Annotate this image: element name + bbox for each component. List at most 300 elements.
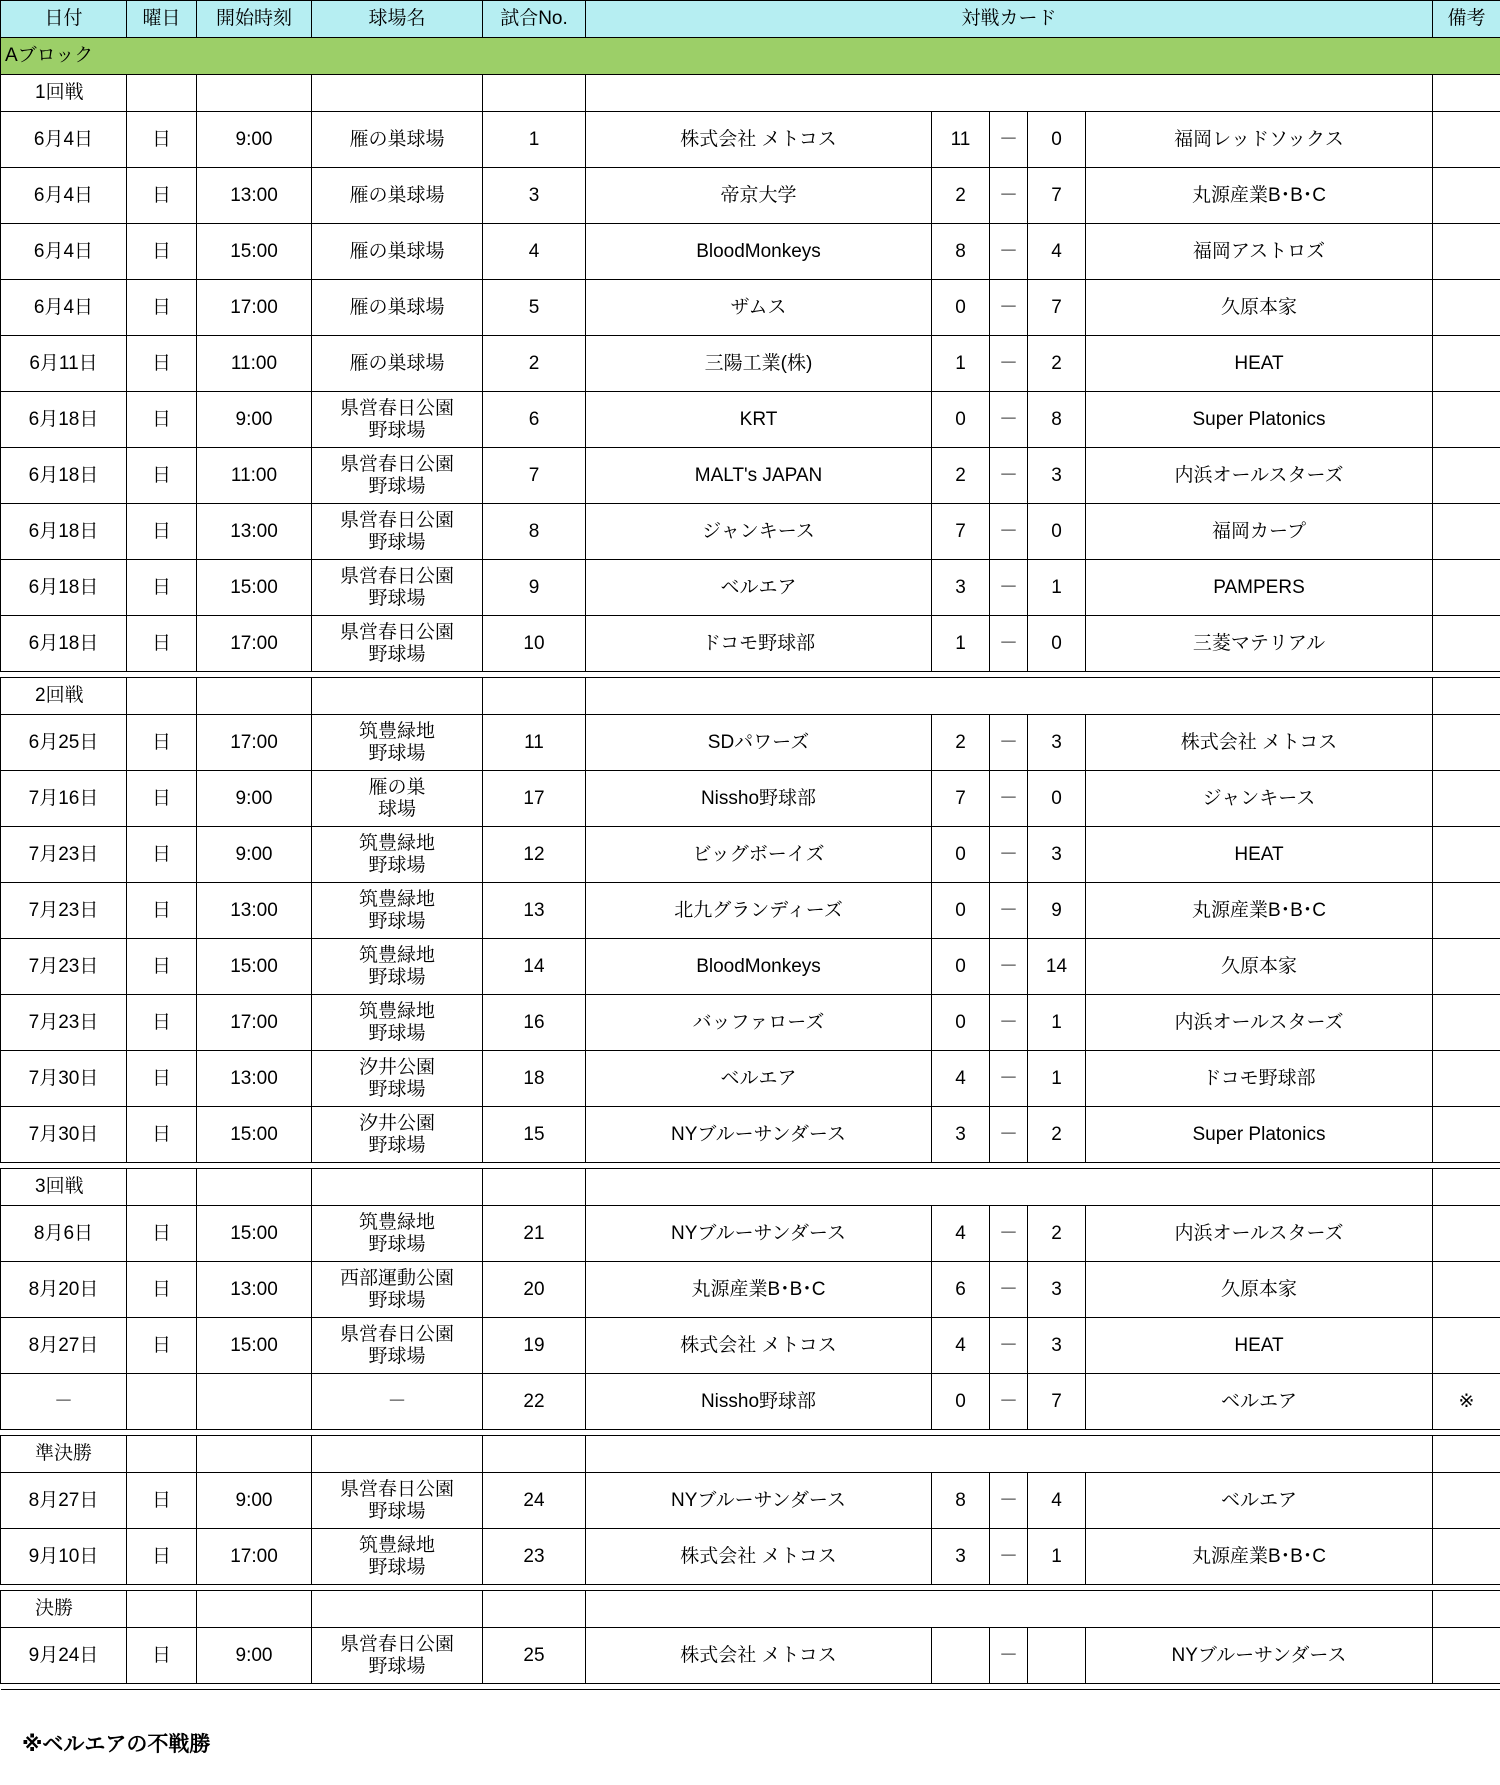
score-away: 9: [1028, 883, 1086, 939]
team-away: ドコモ野球部: [1086, 1051, 1433, 1107]
score-home: 3: [932, 1107, 990, 1163]
score-home: 0: [932, 827, 990, 883]
match-venue: [312, 1318, 483, 1374]
match-game-no: 7: [483, 448, 586, 504]
round-header-row: [1, 678, 1500, 715]
match-weekday: 日: [127, 448, 197, 504]
score-home: 7: [932, 771, 990, 827]
venue-line: 野球場: [368, 854, 426, 876]
venue-line: 野球場: [368, 1289, 426, 1311]
match-time: 13:00: [197, 504, 312, 560]
team-away: 丸源産業B･B･C: [1086, 168, 1433, 224]
match-game-no: 17: [483, 771, 586, 827]
venue-line: 野球場: [368, 419, 426, 441]
empty-cell: [1433, 1591, 1500, 1628]
venue-line: 雁の巣球場: [349, 296, 445, 318]
score-dash: －: [990, 392, 1028, 448]
match-remarks: [1433, 883, 1500, 939]
team-away: ベルエア: [1086, 1374, 1433, 1430]
match-weekday: 日: [127, 771, 197, 827]
empty-cell: [586, 1591, 1433, 1628]
team-home: NYブルーサンダース: [586, 1473, 932, 1529]
score-away: 1: [1028, 560, 1086, 616]
empty-cell: [312, 678, 483, 715]
match-row: [1, 939, 1500, 995]
match-weekday: 日: [127, 1206, 197, 1262]
venue-line: 野球場: [368, 1078, 426, 1100]
match-weekday: 日: [127, 280, 197, 336]
match-venue: [312, 771, 483, 827]
match-row: [1, 1529, 1500, 1585]
empty-cell: [312, 1436, 483, 1473]
round-header-row: [1, 1436, 1500, 1473]
match-row: [1, 771, 1500, 827]
match-weekday: 日: [127, 1529, 197, 1585]
match-row: [1, 448, 1500, 504]
score-dash: －: [990, 1107, 1028, 1163]
empty-cell: [483, 1169, 586, 1206]
match-row: [1, 1051, 1500, 1107]
team-home: 北九グランディーズ: [586, 883, 932, 939]
venue-line: 県営春日公園: [339, 1323, 454, 1345]
match-date: 7月23日: [1, 939, 127, 995]
footnote: ※ベルエアの不戦勝: [22, 1733, 211, 1756]
empty-cell: [1433, 1169, 1500, 1206]
match-remarks: [1433, 1628, 1500, 1684]
match-venue: [312, 168, 483, 224]
empty-cell: [127, 1591, 197, 1628]
team-away: ベルエア: [1086, 1473, 1433, 1529]
empty-cell: [483, 678, 586, 715]
match-remarks: [1433, 1529, 1500, 1585]
venue-line: 筑豊緑地: [358, 944, 435, 966]
match-date: 6月4日: [1, 224, 127, 280]
match-time: 17:00: [197, 715, 312, 771]
match-weekday: 日: [127, 224, 197, 280]
team-away: Super Platonics: [1086, 1107, 1433, 1163]
venue-line: 雁の巣球場: [349, 352, 445, 374]
empty-cell: [1433, 75, 1500, 112]
team-home: Nissho野球部: [586, 1374, 932, 1430]
match-weekday: 日: [127, 1318, 197, 1374]
match-game-no: 23: [483, 1529, 586, 1585]
match-date: 6月4日: [1, 280, 127, 336]
score-dash: －: [990, 336, 1028, 392]
match-row: [1, 1628, 1500, 1684]
team-home: NYブルーサンダース: [586, 1206, 932, 1262]
match-remarks: [1433, 939, 1500, 995]
match-game-no: 8: [483, 504, 586, 560]
match-weekday: 日: [127, 1628, 197, 1684]
match-venue: [312, 112, 483, 168]
score-dash: －: [990, 168, 1028, 224]
empty-cell: [127, 1436, 197, 1473]
match-time: 15:00: [197, 224, 312, 280]
match-date: 6月4日: [1, 112, 127, 168]
team-home: KRT: [586, 392, 932, 448]
venue-line: 汐井公園: [358, 1112, 435, 1134]
round-label: 2回戦: [1, 678, 127, 715]
venue-line: 球場: [377, 798, 416, 820]
team-away: 福岡カープ: [1086, 504, 1433, 560]
match-weekday: 日: [127, 504, 197, 560]
match-weekday: 日: [127, 392, 197, 448]
empty-cell: [197, 1169, 312, 1206]
match-date: 9月10日: [1, 1529, 127, 1585]
match-venue: [312, 448, 483, 504]
team-away: 福岡アストロズ: [1086, 224, 1433, 280]
team-home: ドコモ野球部: [586, 616, 932, 672]
separator-cell: [1, 1684, 1500, 1690]
team-away: HEAT: [1086, 827, 1433, 883]
score-away: [1028, 1628, 1086, 1684]
venue-line: 県営春日公園: [339, 565, 454, 587]
venue-line: 雁の巣球場: [349, 128, 445, 150]
match-date: 7月30日: [1, 1107, 127, 1163]
match-game-no: 5: [483, 280, 586, 336]
venue-line: 雁の巣球場: [349, 240, 445, 262]
match-venue: [312, 1206, 483, 1262]
match-date: 7月23日: [1, 827, 127, 883]
score-away: 1: [1028, 1529, 1086, 1585]
empty-cell: [1433, 678, 1500, 715]
match-remarks: [1433, 1318, 1500, 1374]
empty-cell: [312, 1591, 483, 1628]
score-home: 2: [932, 168, 990, 224]
match-row: [1, 224, 1500, 280]
empty-cell: [127, 75, 197, 112]
venue-line: 雁の巣: [368, 776, 426, 798]
team-home: 帝京大学: [586, 168, 932, 224]
venue-line: 野球場: [368, 643, 426, 665]
empty-cell: [312, 1169, 483, 1206]
match-weekday: 日: [127, 1473, 197, 1529]
team-home: MALT's JAPAN: [586, 448, 932, 504]
venue-line: 野球場: [368, 1655, 426, 1677]
score-home: 8: [932, 1473, 990, 1529]
match-remarks: [1433, 616, 1500, 672]
match-time: 9:00: [197, 827, 312, 883]
empty-cell: [586, 75, 1433, 112]
score-away: 3: [1028, 448, 1086, 504]
match-time: 13:00: [197, 1051, 312, 1107]
match-time: 13:00: [197, 883, 312, 939]
score-away: 3: [1028, 827, 1086, 883]
team-away: PAMPERS: [1086, 560, 1433, 616]
match-venue: [312, 715, 483, 771]
match-row: [1, 1374, 1500, 1430]
match-venue: [312, 1374, 483, 1430]
score-dash: －: [990, 1262, 1028, 1318]
match-row: [1, 168, 1500, 224]
match-row: [1, 1206, 1500, 1262]
score-home: 3: [932, 1529, 990, 1585]
match-date: 8月27日: [1, 1473, 127, 1529]
round-header-row: [1, 75, 1500, 112]
empty-cell: [197, 1436, 312, 1473]
team-away: 久原本家: [1086, 939, 1433, 995]
empty-cell: [483, 75, 586, 112]
team-home: ジャンキース: [586, 504, 932, 560]
match-venue: [312, 1051, 483, 1107]
venue-line: 筑豊緑地: [358, 1000, 435, 1022]
score-dash: －: [990, 995, 1028, 1051]
team-away: 久原本家: [1086, 280, 1433, 336]
match-row: [1, 715, 1500, 771]
empty-cell: [586, 1169, 1433, 1206]
team-home: Nissho野球部: [586, 771, 932, 827]
match-venue: [312, 1628, 483, 1684]
header-matchup: 対戦カード: [586, 1, 1433, 38]
match-game-no: 22: [483, 1374, 586, 1430]
match-venue: [312, 280, 483, 336]
match-row: [1, 280, 1500, 336]
match-venue: [312, 504, 483, 560]
match-game-no: 4: [483, 224, 586, 280]
score-away: 4: [1028, 1473, 1086, 1529]
empty-cell: [197, 75, 312, 112]
match-row: [1, 883, 1500, 939]
empty-cell: [197, 1591, 312, 1628]
score-away: 7: [1028, 280, 1086, 336]
score-dash: －: [990, 771, 1028, 827]
match-game-no: 10: [483, 616, 586, 672]
match-venue: [312, 1262, 483, 1318]
team-away: 三菱マテリアル: [1086, 616, 1433, 672]
table-end-separator: [1, 1684, 1500, 1690]
match-time: 17:00: [197, 280, 312, 336]
match-weekday: 日: [127, 1051, 197, 1107]
header-venue: 球場名: [312, 1, 483, 38]
venue-line: 野球場: [368, 1022, 426, 1044]
match-date: 6月18日: [1, 392, 127, 448]
match-time: 9:00: [197, 771, 312, 827]
team-away: 内浜オールスターズ: [1086, 995, 1433, 1051]
match-weekday: 日: [127, 336, 197, 392]
match-remarks: [1433, 715, 1500, 771]
match-weekday: 日: [127, 939, 197, 995]
score-home: 0: [932, 995, 990, 1051]
score-home: 3: [932, 560, 990, 616]
match-game-no: 9: [483, 560, 586, 616]
team-away: HEAT: [1086, 1318, 1433, 1374]
score-away: 0: [1028, 504, 1086, 560]
venue-line: 筑豊緑地: [358, 1534, 435, 1556]
match-date: 7月30日: [1, 1051, 127, 1107]
score-home: 2: [932, 448, 990, 504]
match-date: 6月18日: [1, 560, 127, 616]
match-weekday: 日: [127, 616, 197, 672]
match-game-no: 21: [483, 1206, 586, 1262]
venue-line: 雁の巣球場: [349, 184, 445, 206]
match-remarks: [1433, 995, 1500, 1051]
team-home: ベルエア: [586, 560, 932, 616]
match-row: [1, 112, 1500, 168]
match-remarks: [1433, 1473, 1500, 1529]
block-label: Aブロック: [1, 38, 1500, 75]
match-weekday: 日: [127, 1107, 197, 1163]
match-weekday: 日: [127, 827, 197, 883]
team-home: バッファローズ: [586, 995, 932, 1051]
team-home: 三陽工業(株): [586, 336, 932, 392]
score-dash: －: [990, 939, 1028, 995]
score-home: 4: [932, 1318, 990, 1374]
empty-cell: [586, 678, 1433, 715]
score-dash: －: [990, 883, 1028, 939]
venue-line: 県営春日公園: [339, 453, 454, 475]
match-remarks: [1433, 1206, 1500, 1262]
round-label: 3回戦: [1, 1169, 127, 1206]
score-away: 0: [1028, 771, 1086, 827]
venue-line: －: [387, 1390, 407, 1412]
match-time: 9:00: [197, 1628, 312, 1684]
match-weekday: 日: [127, 560, 197, 616]
venue-line: 筑豊緑地: [358, 1211, 435, 1233]
match-venue: [312, 224, 483, 280]
block-row: [1, 38, 1500, 75]
match-remarks: [1433, 771, 1500, 827]
score-home: 0: [932, 1374, 990, 1430]
match-weekday: 日: [127, 715, 197, 771]
match-date: 6月4日: [1, 168, 127, 224]
match-weekday: 日: [127, 883, 197, 939]
score-dash: －: [990, 560, 1028, 616]
header-weekday: 曜日: [127, 1, 197, 38]
header-game-no: 試合No.: [483, 1, 586, 38]
score-dash: －: [990, 616, 1028, 672]
round-header-row: [1, 1169, 1500, 1206]
empty-cell: [197, 678, 312, 715]
score-home: 1: [932, 616, 990, 672]
match-row: [1, 995, 1500, 1051]
team-home: 株式会社 メトコス: [586, 112, 932, 168]
venue-line: 野球場: [368, 1500, 426, 1522]
match-time: [197, 1374, 312, 1430]
match-game-no: 19: [483, 1318, 586, 1374]
match-time: 17:00: [197, 995, 312, 1051]
round-label: 準決勝: [1, 1436, 127, 1473]
match-row: [1, 504, 1500, 560]
score-home: 0: [932, 883, 990, 939]
score-dash: －: [990, 448, 1028, 504]
match-time: 15:00: [197, 939, 312, 995]
team-home: BloodMonkeys: [586, 939, 932, 995]
match-game-no: 3: [483, 168, 586, 224]
header-remarks: 備考: [1433, 1, 1500, 38]
score-dash: －: [990, 1374, 1028, 1430]
team-home: 丸源産業B･B･C: [586, 1262, 932, 1318]
match-remarks: [1433, 392, 1500, 448]
score-home: 6: [932, 1262, 990, 1318]
match-time: 15:00: [197, 1206, 312, 1262]
score-away: 3: [1028, 1318, 1086, 1374]
score-away: 1: [1028, 1051, 1086, 1107]
match-game-no: 6: [483, 392, 586, 448]
match-time: 9:00: [197, 1473, 312, 1529]
match-game-no: 12: [483, 827, 586, 883]
team-away: 福岡レッドソックス: [1086, 112, 1433, 168]
score-home: 0: [932, 392, 990, 448]
team-home: ベルエア: [586, 1051, 932, 1107]
team-home: BloodMonkeys: [586, 224, 932, 280]
match-weekday: [127, 1374, 197, 1430]
score-home: 0: [932, 939, 990, 995]
score-home: [932, 1628, 990, 1684]
empty-cell: [127, 678, 197, 715]
match-game-no: 11: [483, 715, 586, 771]
venue-line: 野球場: [368, 742, 426, 764]
match-row: [1, 1107, 1500, 1163]
venue-line: 野球場: [368, 910, 426, 932]
score-dash: －: [990, 827, 1028, 883]
match-game-no: 18: [483, 1051, 586, 1107]
score-home: 1: [932, 336, 990, 392]
team-away: 内浜オールスターズ: [1086, 448, 1433, 504]
match-venue: [312, 1529, 483, 1585]
team-away: 内浜オールスターズ: [1086, 1206, 1433, 1262]
team-away: ジャンキース: [1086, 771, 1433, 827]
venue-line: 野球場: [368, 1134, 426, 1156]
match-remarks: [1433, 1262, 1500, 1318]
venue-line: 野球場: [368, 475, 426, 497]
match-remarks: [1433, 336, 1500, 392]
match-remarks: [1433, 560, 1500, 616]
team-home: SDパワーズ: [586, 715, 932, 771]
match-row: [1, 1473, 1500, 1529]
match-venue: [312, 392, 483, 448]
empty-cell: [483, 1436, 586, 1473]
match-remarks: [1433, 827, 1500, 883]
schedule-body: [1, 1, 1500, 1690]
team-away: Super Platonics: [1086, 392, 1433, 448]
venue-line: 野球場: [368, 966, 426, 988]
score-away: 1: [1028, 995, 1086, 1051]
match-game-no: 20: [483, 1262, 586, 1318]
team-home: 株式会社 メトコス: [586, 1628, 932, 1684]
venue-line: 筑豊緑地: [358, 888, 435, 910]
score-dash: －: [990, 112, 1028, 168]
match-row: [1, 336, 1500, 392]
empty-cell: [1433, 1436, 1500, 1473]
empty-cell: [312, 75, 483, 112]
match-time: 9:00: [197, 392, 312, 448]
match-date: 7月23日: [1, 883, 127, 939]
team-away: HEAT: [1086, 336, 1433, 392]
score-dash: －: [990, 280, 1028, 336]
match-date: 6月18日: [1, 448, 127, 504]
match-game-no: 1: [483, 112, 586, 168]
venue-line: 野球場: [368, 1556, 426, 1578]
venue-line: 野球場: [368, 531, 426, 553]
match-remarks: ※: [1433, 1374, 1500, 1430]
score-dash: －: [990, 224, 1028, 280]
header-date: 日付: [1, 1, 127, 38]
match-date: 6月11日: [1, 336, 127, 392]
team-home: NYブルーサンダース: [586, 1107, 932, 1163]
match-date: 8月20日: [1, 1262, 127, 1318]
score-home: 8: [932, 224, 990, 280]
venue-line: 筑豊緑地: [358, 832, 435, 854]
score-home: 11: [932, 112, 990, 168]
match-venue: [312, 995, 483, 1051]
empty-cell: [127, 1169, 197, 1206]
match-date: －: [1, 1374, 127, 1430]
match-remarks: [1433, 1107, 1500, 1163]
match-date: 6月18日: [1, 616, 127, 672]
header-row: [1, 1, 1500, 38]
score-away: 8: [1028, 392, 1086, 448]
score-home: 4: [932, 1051, 990, 1107]
